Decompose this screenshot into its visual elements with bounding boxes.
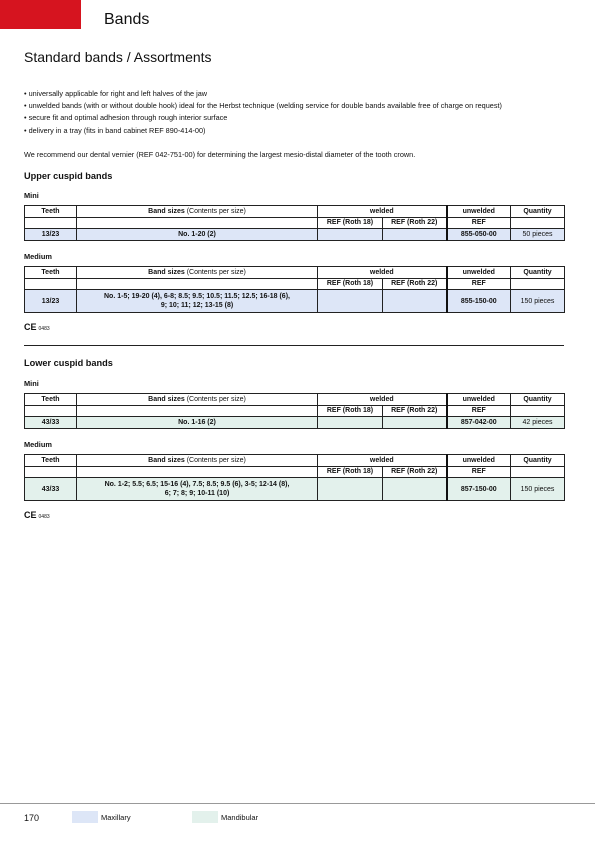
feature-item: • secure fit and optimal adhesion through rough interior surface bbox=[24, 112, 574, 124]
feature-item: • unwelded bands (with or without double hook) ideal for the Herbst technique (welding service for double bands available free of charge on request) bbox=[24, 100, 574, 112]
mandibular-swatch bbox=[192, 811, 218, 823]
col-ref: REF bbox=[447, 278, 511, 290]
page-header-title: Bands bbox=[104, 11, 150, 28]
cell-roth18 bbox=[318, 417, 383, 429]
table-row bbox=[25, 229, 565, 241]
upper-mini-label: Mini bbox=[24, 191, 39, 200]
mandibular-legend: Mandibular bbox=[221, 813, 259, 822]
section-divider bbox=[24, 345, 564, 346]
maxillary-legend: Maxillary bbox=[101, 813, 131, 822]
upper-cuspid-heading: Upper cuspid bands bbox=[24, 171, 113, 181]
table-row bbox=[25, 290, 565, 313]
col-ref-roth22: REF (Roth 22) bbox=[383, 217, 447, 229]
col-ref-roth22: REF (Roth 22) bbox=[383, 278, 447, 290]
recommendation-text: We recommend our dental vernier (REF 042-751-00) for determining the largest mesio-distal diameter of the tooth crown. bbox=[24, 150, 416, 159]
cell-ref: 855-050-00 bbox=[447, 229, 511, 241]
cell-roth18 bbox=[318, 229, 383, 241]
col-teeth: Teeth bbox=[25, 267, 77, 279]
col-ref-roth18: REF (Roth 18) bbox=[318, 217, 383, 229]
col-unwelded: unwelded bbox=[447, 394, 511, 406]
cell-ref: 855-150-00 bbox=[447, 290, 511, 313]
col-teeth: Teeth bbox=[25, 394, 77, 406]
feature-item: • delivery in a tray (fits in band cabinet REF 890-414-00) bbox=[24, 125, 574, 137]
page-number: 170 bbox=[24, 813, 40, 823]
col-ref: REF bbox=[447, 217, 511, 229]
cell-teeth: 43/33 bbox=[25, 478, 77, 501]
col-welded: welded bbox=[318, 455, 447, 467]
feature-list bbox=[24, 88, 574, 137]
cell-roth22 bbox=[383, 417, 447, 429]
header-red-tab bbox=[0, 0, 81, 29]
cell-quantity: 50 pieces bbox=[511, 229, 565, 241]
cell-quantity: 150 pieces bbox=[511, 478, 565, 501]
maxillary-swatch bbox=[72, 811, 98, 823]
table-row bbox=[25, 478, 565, 501]
col-ref-roth18: REF (Roth 18) bbox=[318, 405, 383, 417]
col-band-sizes: Band sizes (Contents per size) bbox=[77, 267, 318, 279]
upper-medium-table bbox=[24, 266, 565, 313]
cell-sizes: No. 1-2; 5.5; 6.5; 15-16 (4), 7.5; 8.5; 9.5 (6), 3-5; 12-14 (8), 6; 7; 8; 9; 10-11 (10) bbox=[77, 478, 318, 501]
col-unwelded: unwelded bbox=[447, 206, 511, 218]
lower-mini-label: Mini bbox=[24, 379, 39, 388]
cell-teeth: 13/23 bbox=[25, 290, 77, 313]
cell-ref: 857-042-00 bbox=[447, 417, 511, 429]
lower-medium-table bbox=[24, 454, 565, 501]
col-ref: REF bbox=[447, 405, 511, 417]
col-quantity: Quantity bbox=[511, 455, 565, 467]
table-row bbox=[25, 417, 565, 429]
col-quantity: Quantity bbox=[511, 394, 565, 406]
cell-teeth: 13/23 bbox=[25, 229, 77, 241]
col-teeth: Teeth bbox=[25, 206, 77, 218]
col-welded: welded bbox=[318, 206, 447, 218]
col-unwelded: unwelded bbox=[447, 455, 511, 467]
cell-sizes: No. 1-5; 19-20 (4), 6-8; 8.5; 9.5; 10.5; 11.5; 12.5; 16-18 (6), 9; 10; 11; 12; 13-15 (8) bbox=[77, 290, 318, 313]
cell-quantity: 42 pieces bbox=[511, 417, 565, 429]
lower-medium-label: Medium bbox=[24, 440, 52, 449]
col-quantity: Quantity bbox=[511, 206, 565, 218]
cell-roth22 bbox=[383, 229, 447, 241]
col-quantity: Quantity bbox=[511, 267, 565, 279]
footer-divider bbox=[0, 803, 595, 804]
cell-roth18 bbox=[318, 290, 383, 313]
col-band-sizes: Band sizes (Contents per size) bbox=[77, 206, 318, 218]
upper-mini-table bbox=[24, 205, 565, 241]
col-band-sizes: Band sizes (Contents per size) bbox=[77, 394, 318, 406]
cell-roth18 bbox=[318, 478, 383, 501]
cell-roth22 bbox=[383, 478, 447, 501]
cell-sizes: No. 1-16 (2) bbox=[77, 417, 318, 429]
ce-number: 0483 bbox=[38, 514, 50, 520]
ce-number: 0483 bbox=[38, 326, 50, 332]
ce-mark: CE 0483 bbox=[24, 510, 50, 520]
lower-cuspid-heading: Lower cuspid bands bbox=[24, 358, 113, 368]
col-ref-roth18: REF (Roth 18) bbox=[318, 278, 383, 290]
col-welded: welded bbox=[318, 267, 447, 279]
col-teeth: Teeth bbox=[25, 455, 77, 467]
section-title: Standard bands / Assortments bbox=[24, 49, 212, 65]
cell-sizes: No. 1-20 (2) bbox=[77, 229, 318, 241]
cell-teeth: 43/33 bbox=[25, 417, 77, 429]
col-unwelded: unwelded bbox=[447, 267, 511, 279]
col-ref: REF bbox=[447, 466, 511, 478]
col-welded: welded bbox=[318, 394, 447, 406]
cell-roth22 bbox=[383, 290, 447, 313]
feature-item: • universally applicable for right and left halves of the jaw bbox=[24, 88, 574, 100]
cell-quantity: 150 pieces bbox=[511, 290, 565, 313]
col-ref-roth18: REF (Roth 18) bbox=[318, 466, 383, 478]
ce-mark: CE 0483 bbox=[24, 322, 50, 332]
col-ref-roth22: REF (Roth 22) bbox=[383, 466, 447, 478]
col-band-sizes: Band sizes (Contents per size) bbox=[77, 455, 318, 467]
col-ref-roth22: REF (Roth 22) bbox=[383, 405, 447, 417]
upper-medium-label: Medium bbox=[24, 252, 52, 261]
lower-mini-table bbox=[24, 393, 565, 429]
cell-ref: 857-150-00 bbox=[447, 478, 511, 501]
